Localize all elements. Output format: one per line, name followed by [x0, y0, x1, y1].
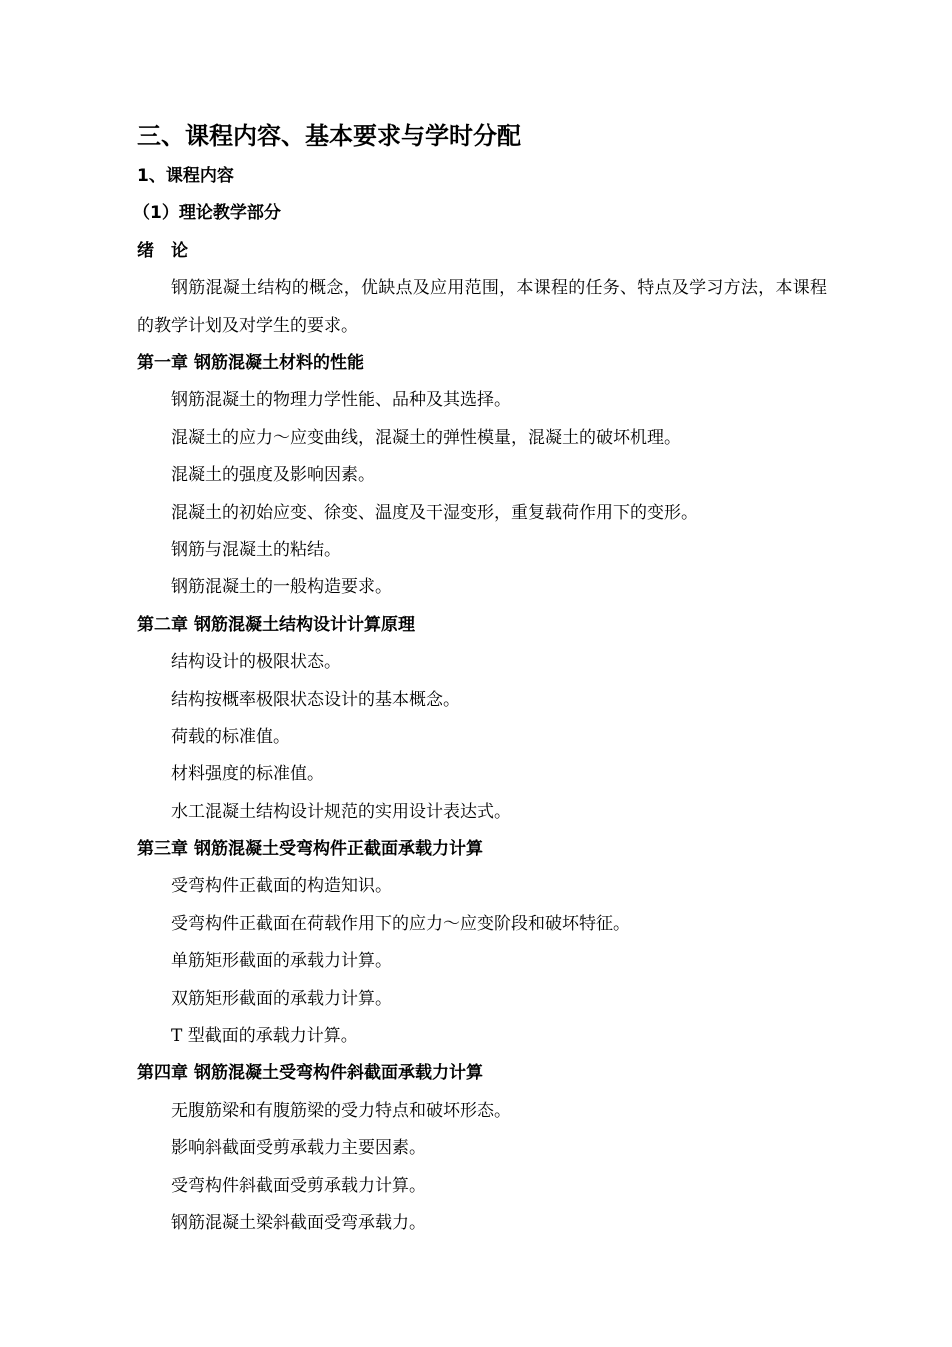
- page-title: 三、课程内容、基本要求与学时分配: [137, 122, 521, 150]
- chapter-title: 钢筋混凝土材料的性能: [194, 352, 364, 373]
- section-heading: 1、课程内容: [137, 166, 234, 186]
- list-item: 钢筋混凝土的物理力学性能、品种及其选择。: [171, 390, 511, 411]
- list-item: 受弯构件斜截面受剪承载力计算。: [171, 1175, 426, 1196]
- chapter-number: 第四章: [137, 1063, 188, 1084]
- list-item: 受弯构件正截面的构造知识。: [171, 876, 392, 897]
- list-item: 结构按概率极限状态设计的基本概念。: [171, 689, 460, 710]
- list-item: 钢筋混凝土的一般构造要求。: [171, 577, 392, 598]
- list-item: 钢筋与混凝土的粘结。: [171, 539, 341, 560]
- chapter-number: 第三章: [137, 839, 188, 860]
- list-item: 结构设计的极限状态。: [171, 652, 341, 673]
- list-item: 影响斜截面受剪承载力主要因素。: [171, 1138, 426, 1159]
- list-item: 水工混凝土结构设计规范的实用设计表达式。: [171, 801, 511, 822]
- list-item: 材料强度的标准值。: [171, 764, 324, 785]
- chapter-title: 钢筋混凝土受弯构件斜截面承载力计算: [194, 1063, 483, 1084]
- list-item: 混凝土的强度及影响因素。: [171, 465, 375, 486]
- chapter-number: 第一章: [137, 352, 188, 373]
- intro-heading: 绪 论: [137, 240, 188, 261]
- list-item: T 型截面的承载力计算。: [171, 1026, 358, 1047]
- chapter-heading: [137, 831, 827, 868]
- chapter-heading: [137, 1055, 827, 1092]
- chapter-heading: [137, 345, 827, 382]
- document-content: [133, 118, 827, 1242]
- list-item: 无腹筋梁和有腹筋梁的受力特点和破坏形态。: [171, 1100, 511, 1121]
- list-item: 钢筋混凝土梁斜截面受弯承载力。: [171, 1212, 426, 1233]
- list-item: 荷载的标准值。: [171, 726, 290, 747]
- list-item: 混凝土的应力～应变曲线，混凝土的弹性模量，混凝土的破坏机理。: [171, 427, 681, 448]
- chapter-title: 钢筋混凝土受弯构件正截面承载力计算: [194, 839, 483, 860]
- list-item: 受弯构件正截面在荷载作用下的应力～应变阶段和破坏特征。: [171, 913, 630, 934]
- subsection-heading: （1）理论教学部分: [133, 203, 281, 224]
- list-item: 双筋矩形截面的承载力计算。: [171, 988, 392, 1009]
- list-item: 单筋矩形截面的承载力计算。: [171, 951, 392, 972]
- list-item: 混凝土的初始应变、徐变、温度及干湿变形，重复载荷作用下的变形。: [171, 502, 698, 523]
- chapter-heading: [137, 607, 827, 644]
- intro-paragraph: 钢筋混凝土结构的概念，优缺点及应用范围，本课程的任务、特点及学习方法，本课程的教学计划及对学生的要求。: [137, 278, 827, 336]
- chapter-number: 第二章: [137, 614, 188, 635]
- chapter-title: 钢筋混凝土结构设计计算原理: [194, 614, 415, 635]
